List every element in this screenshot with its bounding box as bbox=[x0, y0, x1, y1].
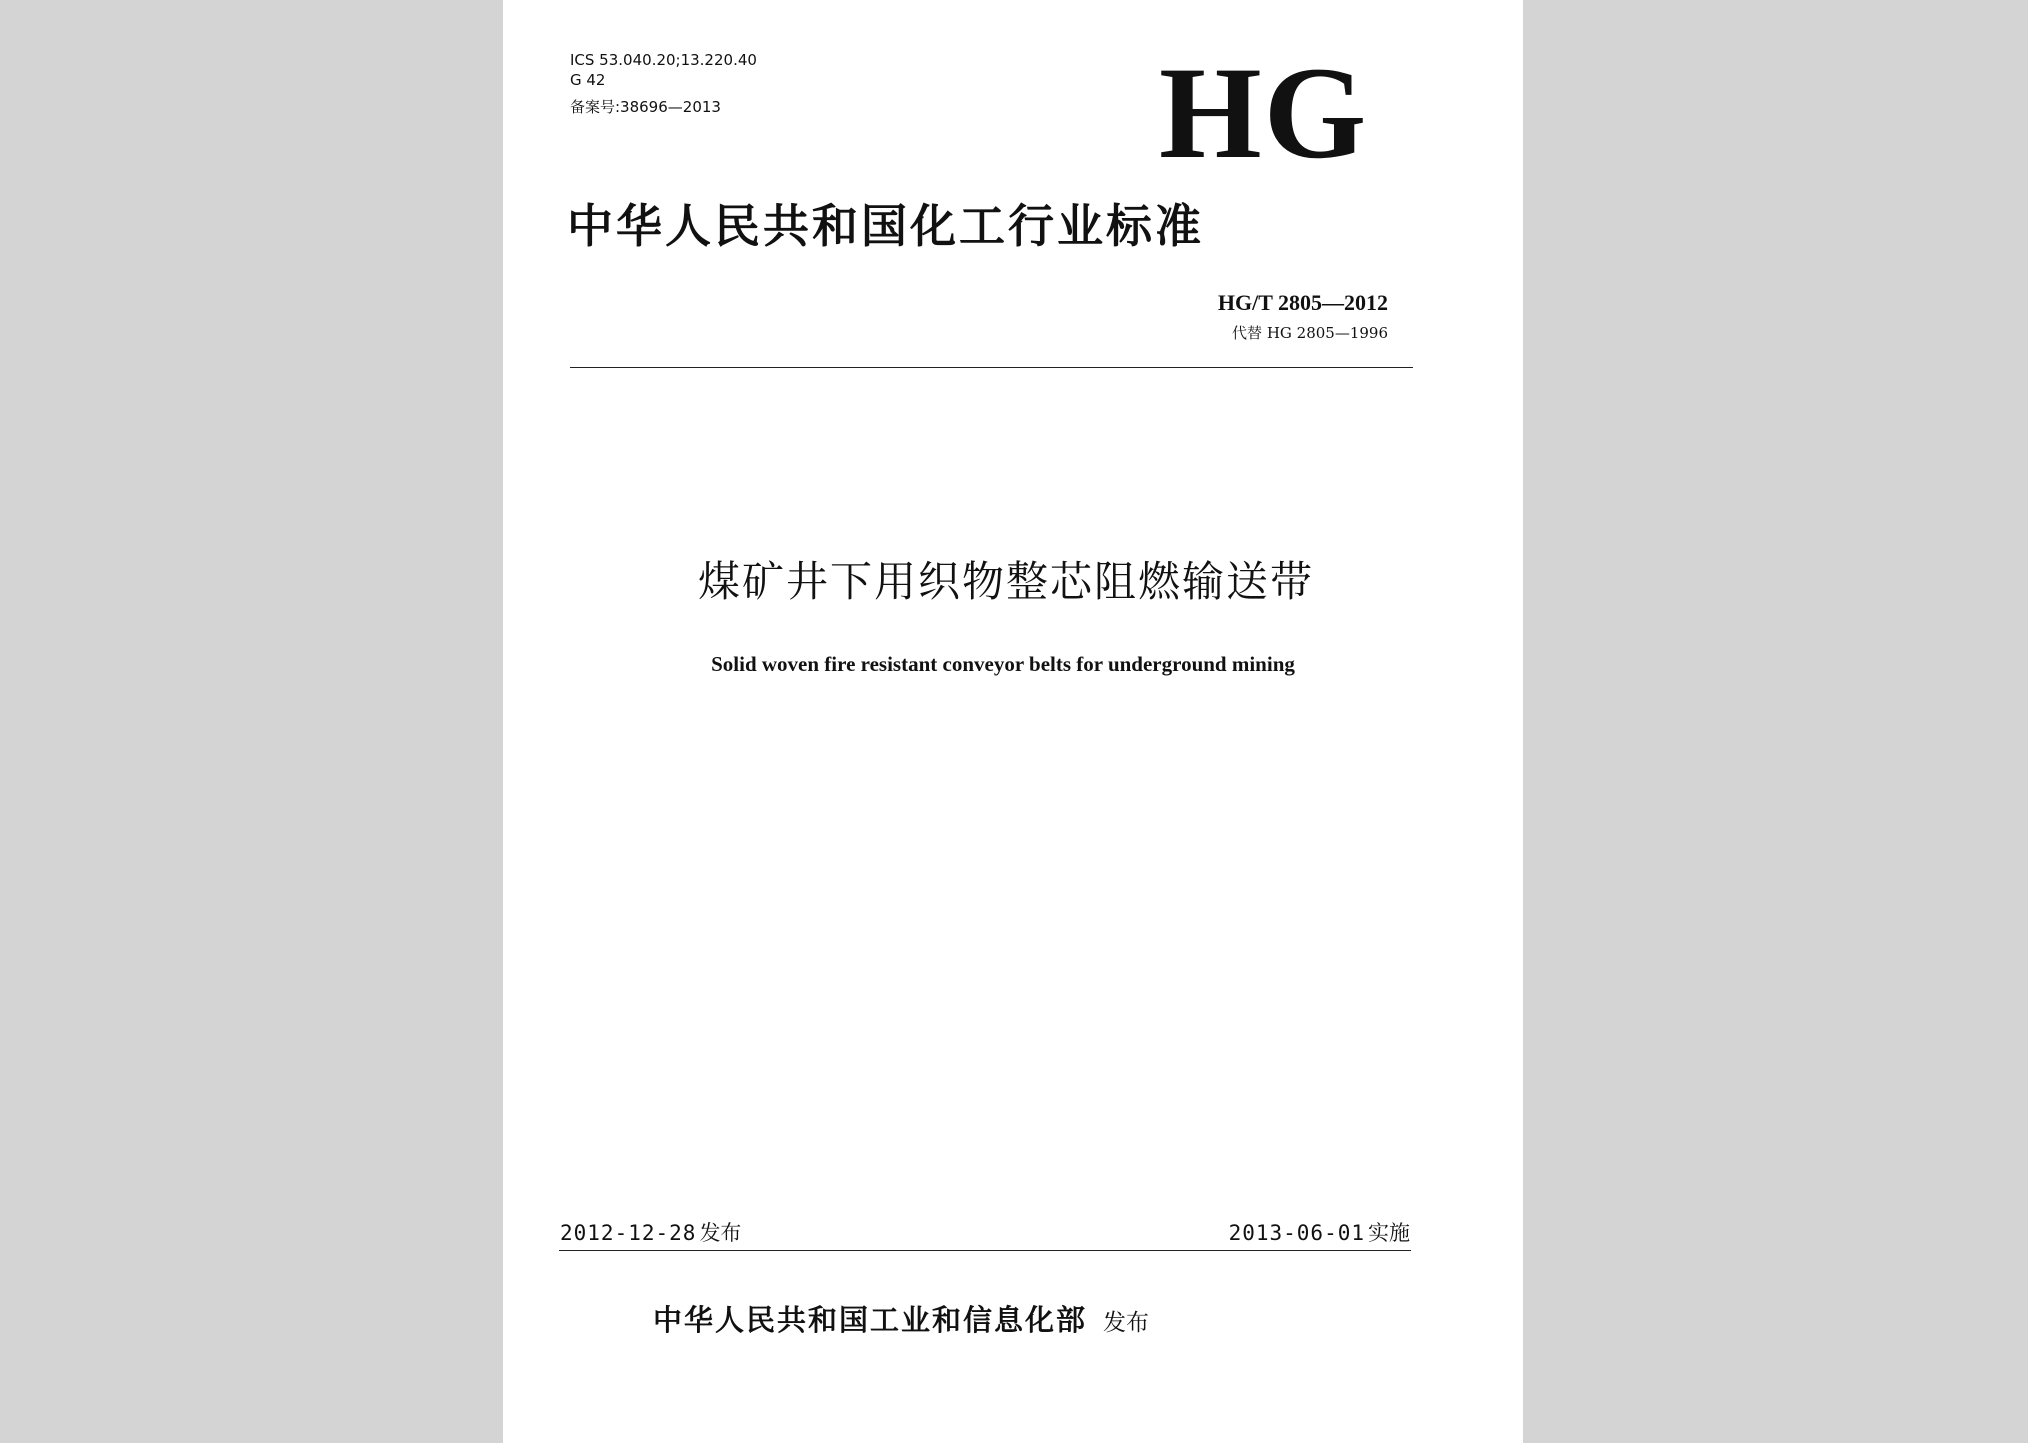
issue-date-label: 发布 bbox=[699, 1221, 742, 1245]
standard-number: HG/T 2805—2012 bbox=[1217, 290, 1388, 315]
replaced-standard: 代替 HG 2805—1996 bbox=[1232, 324, 1388, 342]
ccs-code: G 42 bbox=[570, 71, 606, 89]
header-divider bbox=[570, 367, 1413, 368]
publisher-name: 中华人民共和国工业和信息化部 bbox=[653, 1303, 1088, 1337]
filing-number: 备案号:38696—2013 bbox=[570, 98, 721, 116]
publisher-label: 发布 bbox=[1103, 1310, 1150, 1336]
footer-divider bbox=[559, 1250, 1411, 1251]
publisher bbox=[653, 1298, 1149, 1339]
hg-logo: HG bbox=[1159, 39, 1369, 186]
ics-code: ICS 53.040.20;13.220.40 bbox=[570, 51, 757, 69]
issue-date bbox=[560, 1217, 741, 1247]
effective-date bbox=[1229, 1217, 1410, 1247]
issue-date-value: 2012-12-28 bbox=[560, 1221, 697, 1245]
standard-type-title: 中华人民共和国化工行业标准 bbox=[567, 199, 1204, 253]
effective-date-value: 2013-06-01 bbox=[1228, 1221, 1365, 1245]
document-title-en: Solid woven fire resistant conveyor belts for underground mining bbox=[711, 652, 1295, 676]
document-title-cn: 煤矿井下用织物整芯阻燃输送带 bbox=[697, 557, 1314, 606]
document-page bbox=[503, 0, 1523, 1443]
effective-date-label: 实施 bbox=[1368, 1221, 1410, 1245]
